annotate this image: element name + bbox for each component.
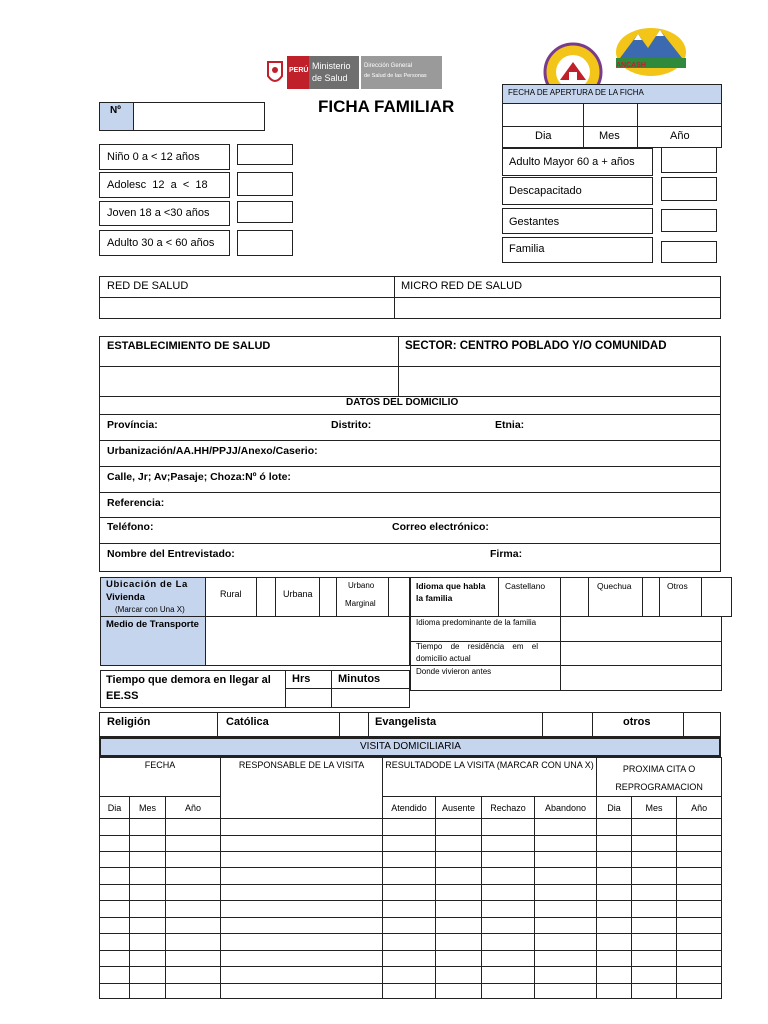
table-cell[interactable] <box>100 934 130 951</box>
hrs-label: Hrs <box>285 670 332 689</box>
table-cell[interactable] <box>436 967 482 984</box>
table-cell[interactable] <box>130 852 166 868</box>
table-cell[interactable] <box>100 918 130 934</box>
col-abandono: Abandono <box>535 797 597 819</box>
table-cell[interactable] <box>535 868 597 885</box>
ancash-logo-icon: ANCASH <box>614 22 688 78</box>
table-cell[interactable] <box>632 836 677 852</box>
table-cell[interactable] <box>482 819 535 836</box>
table-cell[interactable] <box>482 951 535 967</box>
table-cell[interactable] <box>482 934 535 951</box>
col-anio2: Año <box>677 797 722 819</box>
table-cell[interactable] <box>597 852 632 868</box>
urbano-marginal-label: Urbano Marginal <box>336 577 389 617</box>
establecimiento-field[interactable] <box>99 366 399 397</box>
quechua-checkbox[interactable] <box>642 577 660 617</box>
table-cell[interactable] <box>130 967 166 984</box>
micro-red-field[interactable] <box>394 297 721 319</box>
table-cell[interactable] <box>436 918 482 934</box>
table-cell[interactable] <box>221 918 383 934</box>
table-cell[interactable] <box>482 868 535 885</box>
table-cell[interactable] <box>383 951 436 967</box>
catolica-checkbox[interactable] <box>339 712 369 737</box>
table-cell[interactable] <box>130 918 166 934</box>
catolica-label: Católica <box>217 712 340 737</box>
grupo-nino-field[interactable] <box>237 144 293 165</box>
table-cell[interactable] <box>632 967 677 984</box>
table-cell[interactable] <box>100 967 130 984</box>
table-cell[interactable] <box>632 934 677 951</box>
table-cell[interactable] <box>632 885 677 901</box>
domicilio-section <box>99 396 721 572</box>
table-cell[interactable] <box>221 967 383 984</box>
tiempo-residencia-label: Tiempo de residência em el domicilio actual <box>410 641 561 666</box>
peru-shield-icon <box>266 58 284 88</box>
table-cell[interactable] <box>632 918 677 934</box>
table-row <box>100 852 722 868</box>
table-cell[interactable] <box>100 984 130 999</box>
tiempo-llegar-label: Tiempo que demora en llegar al EE.SS <box>100 670 286 708</box>
table-cell[interactable] <box>166 836 221 852</box>
col-mes2: Mes <box>632 797 677 819</box>
grupo-gestantes-label: Gestantes <box>502 208 653 234</box>
numero-field[interactable] <box>133 102 265 131</box>
idioma-label: Idioma que habla la familia <box>410 577 499 617</box>
grupo-adolesc-field[interactable] <box>237 172 293 196</box>
table-cell[interactable] <box>130 836 166 852</box>
table-cell[interactable] <box>383 918 436 934</box>
table-cell[interactable] <box>166 934 221 951</box>
fecha-apertura-mes-field[interactable] <box>583 103 638 127</box>
table-cell[interactable] <box>632 984 677 999</box>
table-cell[interactable] <box>482 901 535 918</box>
table-cell[interactable] <box>677 951 722 967</box>
table-cell[interactable] <box>535 934 597 951</box>
table-cell[interactable] <box>677 868 722 885</box>
table-cell[interactable] <box>597 868 632 885</box>
table-cell[interactable] <box>130 885 166 901</box>
provincia-label: Província: <box>107 419 158 431</box>
table-row <box>100 901 722 918</box>
fecha-apertura-anio-field[interactable] <box>637 103 722 127</box>
grupo-adulto-mayor-label: Adulto Mayor 60 a + años <box>502 148 653 176</box>
castellano-label: Castellano <box>498 577 561 617</box>
sector-field[interactable] <box>398 366 721 397</box>
grupo-familia-field[interactable] <box>661 241 717 263</box>
table-cell[interactable] <box>677 885 722 901</box>
table-cell[interactable] <box>221 901 383 918</box>
grupo-descapacitado-label: Descapacitado <box>502 177 653 205</box>
distrito-label: Distrito: <box>331 419 372 431</box>
table-cell[interactable] <box>597 901 632 918</box>
table-cell[interactable] <box>383 819 436 836</box>
table-cell[interactable] <box>677 852 722 868</box>
fecha-apertura-dia-field[interactable] <box>502 103 584 127</box>
table-cell[interactable] <box>166 918 221 934</box>
medio-transporte-label: Medio de Transporte <box>100 616 206 666</box>
table-cell[interactable] <box>100 836 130 852</box>
grupo-joven-label: Joven 18 a <30 años <box>99 201 230 226</box>
urbanizacion-label: Urbanización/AA.HH/PPJJ/Anexo/Caserio: <box>107 445 318 457</box>
table-cell[interactable] <box>535 951 597 967</box>
table-cell[interactable] <box>482 918 535 934</box>
table-cell[interactable] <box>221 836 383 852</box>
col-dia2: Dia <box>597 797 632 819</box>
fecha-apertura-label: FECHA DE APERTURA DE LA FICHA <box>502 84 722 104</box>
table-cell[interactable] <box>535 984 597 999</box>
table-cell[interactable] <box>383 984 436 999</box>
table-row <box>100 934 722 951</box>
ministerio-logo: PERÚ Ministerio de Salud Dirección General de Salud de las Personas <box>287 56 442 89</box>
otros-label: Otros <box>659 577 702 617</box>
otros-checkbox[interactable] <box>701 577 732 617</box>
table-cell[interactable] <box>436 885 482 901</box>
fecha-header: FECHA <box>100 758 221 797</box>
table-cell[interactable] <box>166 868 221 885</box>
table-row <box>100 819 722 836</box>
col-mes: Mes <box>130 797 166 819</box>
table-cell[interactable] <box>482 967 535 984</box>
table-cell[interactable] <box>383 967 436 984</box>
table-cell[interactable] <box>100 868 130 885</box>
table-cell[interactable] <box>221 984 383 999</box>
grupo-adolesc-label: Adolesc 12 a < 18 <box>99 172 230 198</box>
table-cell[interactable] <box>482 984 535 999</box>
visita-title: VISITA DOMICILIARIA <box>99 737 721 757</box>
table-cell[interactable] <box>166 885 221 901</box>
quechua-label: Quechua <box>588 577 643 617</box>
responsable-header: RESPONSABLE DE LA VISITA <box>221 758 383 819</box>
table-cell[interactable] <box>221 819 383 836</box>
table-cell[interactable] <box>535 852 597 868</box>
idioma-predominante-label: Idioma predominante de la familia <box>410 616 561 642</box>
table-cell[interactable] <box>383 885 436 901</box>
domicilio-title: DATOS DEL DOMICILIO <box>346 397 459 408</box>
table-cell[interactable] <box>436 819 482 836</box>
red-salud-field[interactable] <box>99 297 395 319</box>
grupo-adulto-label: Adulto 30 a < 60 años <box>99 230 230 256</box>
table-cell[interactable] <box>130 934 166 951</box>
rural-checkbox[interactable] <box>256 577 276 617</box>
table-cell[interactable] <box>100 885 130 901</box>
table-cell[interactable] <box>166 852 221 868</box>
table-cell[interactable] <box>100 951 130 967</box>
sector-label: SECTOR: CENTRO POBLADO Y/O COMUNIDAD <box>398 336 721 367</box>
castellano-checkbox[interactable] <box>560 577 589 617</box>
table-cell[interactable] <box>677 901 722 918</box>
table-cell[interactable] <box>130 901 166 918</box>
table-cell[interactable] <box>130 984 166 999</box>
establecimiento-label: ESTABLECIMIENTO DE SALUD <box>99 336 399 367</box>
visita-table <box>99 757 722 999</box>
table-cell[interactable] <box>632 901 677 918</box>
fecha-apertura-dia-cell: Dia <box>502 126 584 148</box>
table-cell[interactable] <box>436 901 482 918</box>
grupo-joven-field[interactable] <box>237 201 293 223</box>
table-cell[interactable] <box>130 951 166 967</box>
table-cell[interactable] <box>383 934 436 951</box>
grupo-adulto-field[interactable] <box>237 230 293 256</box>
rural-label: Rural <box>205 577 257 617</box>
table-cell[interactable] <box>166 819 221 836</box>
religion-label: Religión <box>99 712 218 737</box>
col-dia: Dia <box>100 797 130 819</box>
table-cell[interactable] <box>597 967 632 984</box>
table-cell[interactable] <box>166 951 221 967</box>
col-rechazo: Rechazo <box>482 797 535 819</box>
table-row <box>100 967 722 984</box>
grupo-familia-label: Familia <box>502 237 653 263</box>
table-cell[interactable] <box>597 984 632 999</box>
urbano-marginal-checkbox[interactable] <box>388 577 410 617</box>
correo-label: Correo electrónico: <box>392 521 489 533</box>
grupo-gestantes-field[interactable] <box>661 209 717 232</box>
table-cell[interactable] <box>677 934 722 951</box>
table-cell[interactable] <box>482 836 535 852</box>
calle-label: Calle, Jr; Av;Pasaje; Choza:Nº ó lote: <box>107 471 291 483</box>
etnia-label: Etnia: <box>495 419 525 431</box>
table-cell[interactable] <box>436 868 482 885</box>
grupo-adulto-mayor-field[interactable] <box>661 147 717 173</box>
table-cell[interactable] <box>632 951 677 967</box>
table-cell[interactable] <box>535 836 597 852</box>
tiempo-residencia-field[interactable] <box>560 641 722 666</box>
table-cell[interactable] <box>632 819 677 836</box>
table-cell[interactable] <box>482 852 535 868</box>
table-cell[interactable] <box>597 885 632 901</box>
urbana-label: Urbana <box>275 577 320 617</box>
table-cell[interactable] <box>597 918 632 934</box>
table-cell[interactable] <box>221 885 383 901</box>
table-cell[interactable] <box>482 885 535 901</box>
table-cell[interactable] <box>436 984 482 999</box>
table-cell[interactable] <box>221 934 383 951</box>
otros-religion-label: otros <box>592 712 684 737</box>
telefono-label: Teléfono: <box>107 521 154 533</box>
table-cell[interactable] <box>597 819 632 836</box>
table-row <box>100 984 722 999</box>
table-cell[interactable] <box>130 868 166 885</box>
hrs-field[interactable] <box>285 688 332 708</box>
minutos-label: Minutos <box>331 670 410 689</box>
donde-vivieron-field[interactable] <box>560 665 722 691</box>
table-row <box>100 868 722 885</box>
table-cell[interactable] <box>100 852 130 868</box>
table-cell[interactable] <box>677 918 722 934</box>
table-cell[interactable] <box>535 918 597 934</box>
table-cell[interactable] <box>535 967 597 984</box>
table-cell[interactable] <box>436 934 482 951</box>
numero-label-cell: Nº <box>99 102 134 131</box>
table-cell[interactable] <box>383 852 436 868</box>
table-cell[interactable] <box>436 852 482 868</box>
table-cell[interactable] <box>436 836 482 852</box>
table-cell[interactable] <box>597 951 632 967</box>
table-cell[interactable] <box>436 951 482 967</box>
micro-red-label: MICRO RED DE SALUD <box>394 276 721 298</box>
entrevistado-label: Nombre del Entrevistado: <box>107 548 235 560</box>
table-cell[interactable] <box>100 901 130 918</box>
evangelista-label: Evangelista <box>368 712 543 737</box>
table-cell[interactable] <box>677 836 722 852</box>
grupo-nino-label: Niño 0 a < 12 años <box>99 144 230 170</box>
table-cell[interactable] <box>383 901 436 918</box>
table-cell[interactable] <box>677 984 722 999</box>
grupo-descapacitado-field[interactable] <box>661 177 717 201</box>
page-title: FICHA FAMILIAR <box>318 97 455 116</box>
evangelista-checkbox[interactable] <box>542 712 593 737</box>
table-cell[interactable] <box>677 967 722 984</box>
medio-transporte-field[interactable] <box>205 616 410 666</box>
table-row <box>100 918 722 934</box>
col-anio: Año <box>166 797 221 819</box>
table-cell[interactable] <box>597 934 632 951</box>
ubicacion-vivienda-label: Ubicación de La Vivienda (Marcar con Una X) <box>100 577 206 617</box>
table-cell[interactable] <box>221 868 383 885</box>
col-ausente: Ausente <box>436 797 482 819</box>
table-cell[interactable] <box>632 852 677 868</box>
idioma-predominante-field[interactable] <box>560 616 722 642</box>
table-cell[interactable] <box>221 852 383 868</box>
table-cell[interactable] <box>221 951 383 967</box>
table-cell[interactable] <box>100 819 130 836</box>
table-cell[interactable] <box>677 819 722 836</box>
table-row <box>100 951 722 967</box>
table-cell[interactable] <box>632 868 677 885</box>
table-cell[interactable] <box>535 901 597 918</box>
red-salud-label: RED DE SALUD <box>99 276 395 298</box>
table-cell[interactable] <box>383 836 436 852</box>
table-cell[interactable] <box>535 819 597 836</box>
referencia-label: Referencia: <box>107 497 165 509</box>
table-cell[interactable] <box>535 885 597 901</box>
firma-label: Firma: <box>490 548 523 560</box>
minutos-field[interactable] <box>331 688 410 708</box>
table-cell[interactable] <box>166 984 221 999</box>
table-cell[interactable] <box>130 819 166 836</box>
col-atendido: Atendido <box>383 797 436 819</box>
table-cell[interactable] <box>383 868 436 885</box>
table-cell[interactable] <box>166 901 221 918</box>
donde-vivieron-label: Donde vivieron antes <box>410 665 561 691</box>
fecha-apertura-mes-cell: Mes <box>583 126 638 148</box>
otros-religion-checkbox[interactable] <box>683 712 721 737</box>
table-row <box>100 885 722 901</box>
fecha-apertura-anio-cell: Año <box>637 126 722 148</box>
resultado-header: RESULTADODE LA VISITA (MARCAR CON UNA X) <box>383 758 597 797</box>
table-cell[interactable] <box>597 836 632 852</box>
table-row <box>100 836 722 852</box>
table-cell[interactable] <box>166 967 221 984</box>
urbana-checkbox[interactable] <box>319 577 337 617</box>
proxima-cita-header: PROXIMA CITA O REPROGRAMACION <box>597 758 722 797</box>
